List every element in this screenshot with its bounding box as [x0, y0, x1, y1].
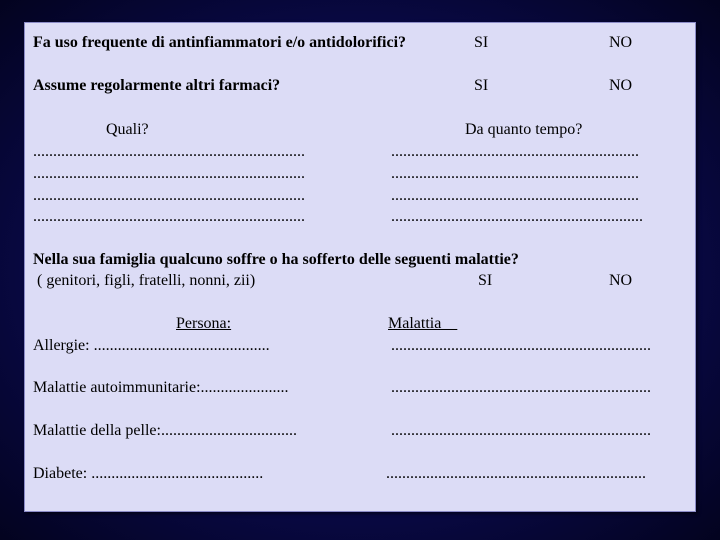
allergies-disease-line[interactable]: .................................................................: [391, 337, 651, 354]
q2-yes-option[interactable]: SI: [474, 77, 489, 94]
disease-header: Malattia: [388, 315, 458, 332]
autoimmune-row-label[interactable]: Malattie autoimmunitarie:......................: [33, 379, 289, 396]
which-drugs-line-2[interactable]: ....................................................................: [33, 165, 305, 182]
q1-yes-option[interactable]: SI: [474, 34, 489, 51]
q2-question: Assume regolarmente altri farmaci?: [33, 77, 281, 94]
skin-disease-row-label[interactable]: Malattie della pelle:..................................: [33, 422, 297, 439]
since-when-line-3[interactable]: ..............................................................: [391, 187, 639, 204]
family-question: Nella sua famiglia qualcuno soffre o ha sofferto delle seguenti malattie?: [33, 251, 519, 268]
since-when-line-4[interactable]: ...............................................................: [391, 208, 643, 225]
q1-question: Fa uso frequente di antinfiammatori e/o antidolorifici?: [33, 34, 407, 51]
family-relatives: ( genitori, figli, fratelli, nonni, zii): [37, 272, 256, 289]
since-when-line-1[interactable]: ..............................................................: [391, 143, 639, 160]
which-drugs-line-4[interactable]: ....................................................................: [33, 208, 305, 225]
since-when-line-2[interactable]: ..............................................................: [391, 165, 639, 182]
diabetes-disease-line[interactable]: .................................................................: [386, 465, 646, 482]
which-drugs-line-1[interactable]: ....................................................................: [33, 143, 305, 160]
q2-no-option[interactable]: NO: [609, 77, 633, 94]
q1-no-option[interactable]: NO: [609, 34, 633, 51]
autoimmune-disease-line[interactable]: .................................................................: [391, 379, 651, 396]
which-drugs-label: Quali?: [106, 121, 149, 138]
diabetes-row-label[interactable]: Diabete: ...........................................: [33, 465, 264, 482]
allergies-row-label[interactable]: Allergie: ............................................: [33, 337, 270, 354]
person-header: Persona:: [176, 315, 232, 332]
since-when-label: Da quanto tempo?: [465, 121, 583, 138]
questionnaire-card: [24, 22, 696, 512]
skin-disease-line[interactable]: .................................................................: [391, 422, 651, 439]
family-yes-option[interactable]: SI: [478, 272, 493, 289]
which-drugs-line-3[interactable]: ....................................................................: [33, 187, 305, 204]
family-no-option[interactable]: NO: [609, 272, 633, 289]
